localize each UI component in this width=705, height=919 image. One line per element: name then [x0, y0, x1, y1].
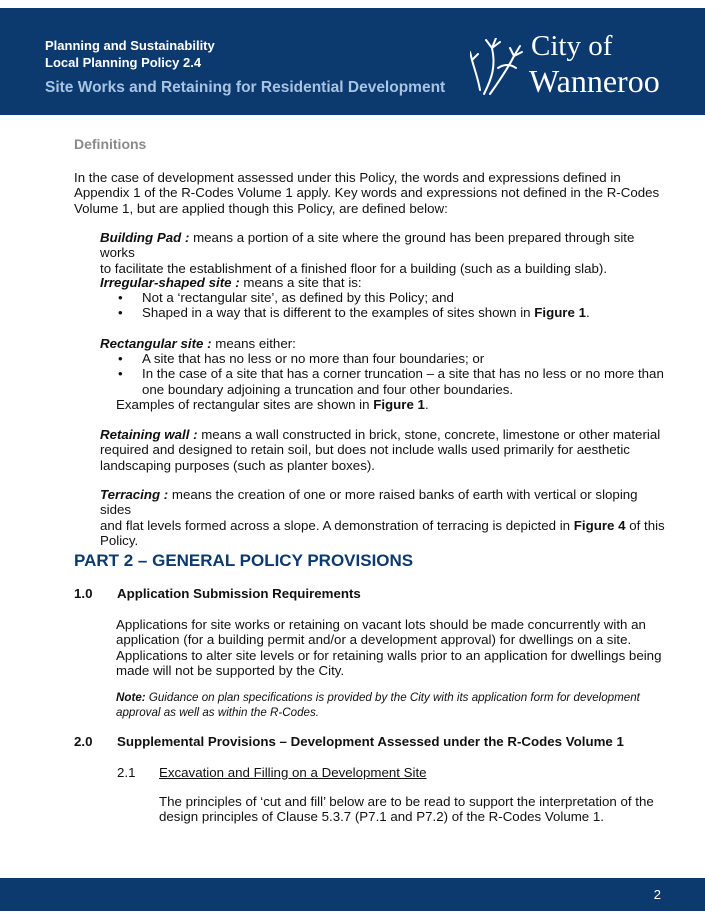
rectangular-examples-note: Examples of rectangular sites are shown in Figure 1. — [116, 396, 429, 412]
subsection-body — [159, 794, 669, 825]
term-terracing: Terracing : — [100, 487, 169, 502]
irregular-site-bullets — [116, 290, 668, 321]
body-line: Applications for site works or retaining on vacant lots should be made concurrently with an — [116, 617, 646, 632]
definition-building-pad — [100, 230, 668, 276]
definition-text: means a site that is: — [239, 275, 362, 290]
section-1-note: Note: Guidance on plan specifications is provided by the City with its application form for development approval as well as within the R-Codes. — [116, 691, 640, 719]
list-item: • Not a ‘rectangular site’, as defined by this Policy; and — [118, 290, 454, 305]
city-logo — [470, 32, 680, 102]
definition-text: means the creation of one or more raised banks of earth with vertical or sloping sides — [100, 487, 638, 518]
definitions-intro — [74, 170, 664, 216]
term-retaining-wall: Retaining wall : — [100, 427, 198, 442]
definition-text: Policy. — [100, 532, 139, 548]
definition-text: means either: — [211, 336, 296, 351]
definition-rectangular-site — [100, 336, 668, 351]
list-item: • In the case of a site that has a corner truncation – a site that has no less or no more than one boundary adjoining a truncation and four other boundaries. — [118, 366, 664, 397]
section-number: 2.0 — [74, 734, 93, 749]
rectangular-site-bullets — [116, 351, 668, 412]
definition-text: to facilitate the establishment of a finished floor for a building (such as a building slab). — [100, 260, 608, 276]
policy-number: Local Planning Policy 2.4 — [45, 55, 202, 70]
note-label: Note: — [116, 691, 146, 704]
intro-line: In the case of development assessed under this Policy, the words and expressions defined in — [74, 170, 621, 185]
subsection-number: 2.1 — [117, 765, 136, 780]
figure-reference: Figure 1 — [534, 305, 586, 321]
section-1-body — [116, 617, 676, 678]
definition-terracing: Terracing : means the creation of one or more raised banks of earth with vertical or sloping sides and flat levels formed across a slope. A demonstration of terracing is depicted in Figure 4 of this Policy. — [100, 487, 668, 548]
logo-text-wanneroo: Wanneroo — [529, 63, 660, 99]
definition-text: landscaping purposes (such as planter boxes). — [100, 457, 375, 473]
subsection-title: Excavation and Filling on a Development Site — [159, 765, 427, 780]
definition-irregular-site — [100, 275, 668, 290]
section-title: Supplemental Provisions – Development Assessed under the R-Codes Volume 1 — [117, 734, 624, 749]
body-line: made will not be supported by the City. — [116, 662, 345, 678]
figure-reference: Figure 1 — [373, 396, 425, 412]
page-number: 2 — [653, 887, 661, 902]
definition-text: means a portion of a site where the ground has been prepared through site works — [100, 230, 635, 261]
list-item: • A site that has no less or no more than four boundaries; or — [118, 351, 485, 366]
policy-title: Site Works and Retaining for Residential Development — [45, 79, 446, 96]
footer-band — [0, 878, 705, 911]
body-line: application (for a building permit and/or a development approval) for dwellings on a site. — [116, 632, 632, 648]
kangaroo-paw-flower-icon — [470, 38, 526, 98]
part2-heading: PART 2 – GENERAL POLICY PROVISIONS — [74, 551, 414, 570]
body-line: Applications to alter site levels or for retaining walls prior to an application for dwellings being — [116, 647, 662, 663]
section-number: 1.0 — [74, 586, 93, 601]
definition-retaining-wall — [100, 427, 668, 473]
definitions-heading: Definitions — [74, 136, 147, 152]
term-building-pad: Building Pad : — [100, 230, 190, 245]
term-rectangular-site: Rectangular site : — [100, 336, 212, 351]
definition-text: required and designed to retain soil, but does not include walls used primarily for aesthetic — [100, 442, 630, 458]
figure-reference: Figure 4 — [573, 517, 626, 533]
body-line: design principles of Clause 5.3.7 (P7.1 and P7.2) of the R-Codes Volume 1. — [159, 809, 604, 825]
definition-text: means a wall constructed in brick, stone, concrete, limestone or other material — [197, 427, 661, 442]
header-band — [0, 8, 705, 115]
logo-text-city-of: City of — [531, 30, 613, 62]
intro-line: Volume 1, but are applied though this Policy, are defined below: — [74, 200, 448, 216]
term-irregular-site: Irregular-shaped site : — [100, 275, 240, 290]
body-line: The principles of ‘cut and fill’ below are to be read to support the interpretation of the — [159, 794, 654, 809]
intro-line: Appendix 1 of the R-Codes Volume 1 apply. Key words and expressions not defined in the R-Codes — [74, 185, 660, 201]
list-item: • Shaped in a way that is different to the examples of sites shown in Figure 1. — [118, 305, 590, 321]
section-title: Application Submission Requirements — [117, 586, 361, 601]
department-name: Planning and Sustainability — [45, 38, 215, 53]
